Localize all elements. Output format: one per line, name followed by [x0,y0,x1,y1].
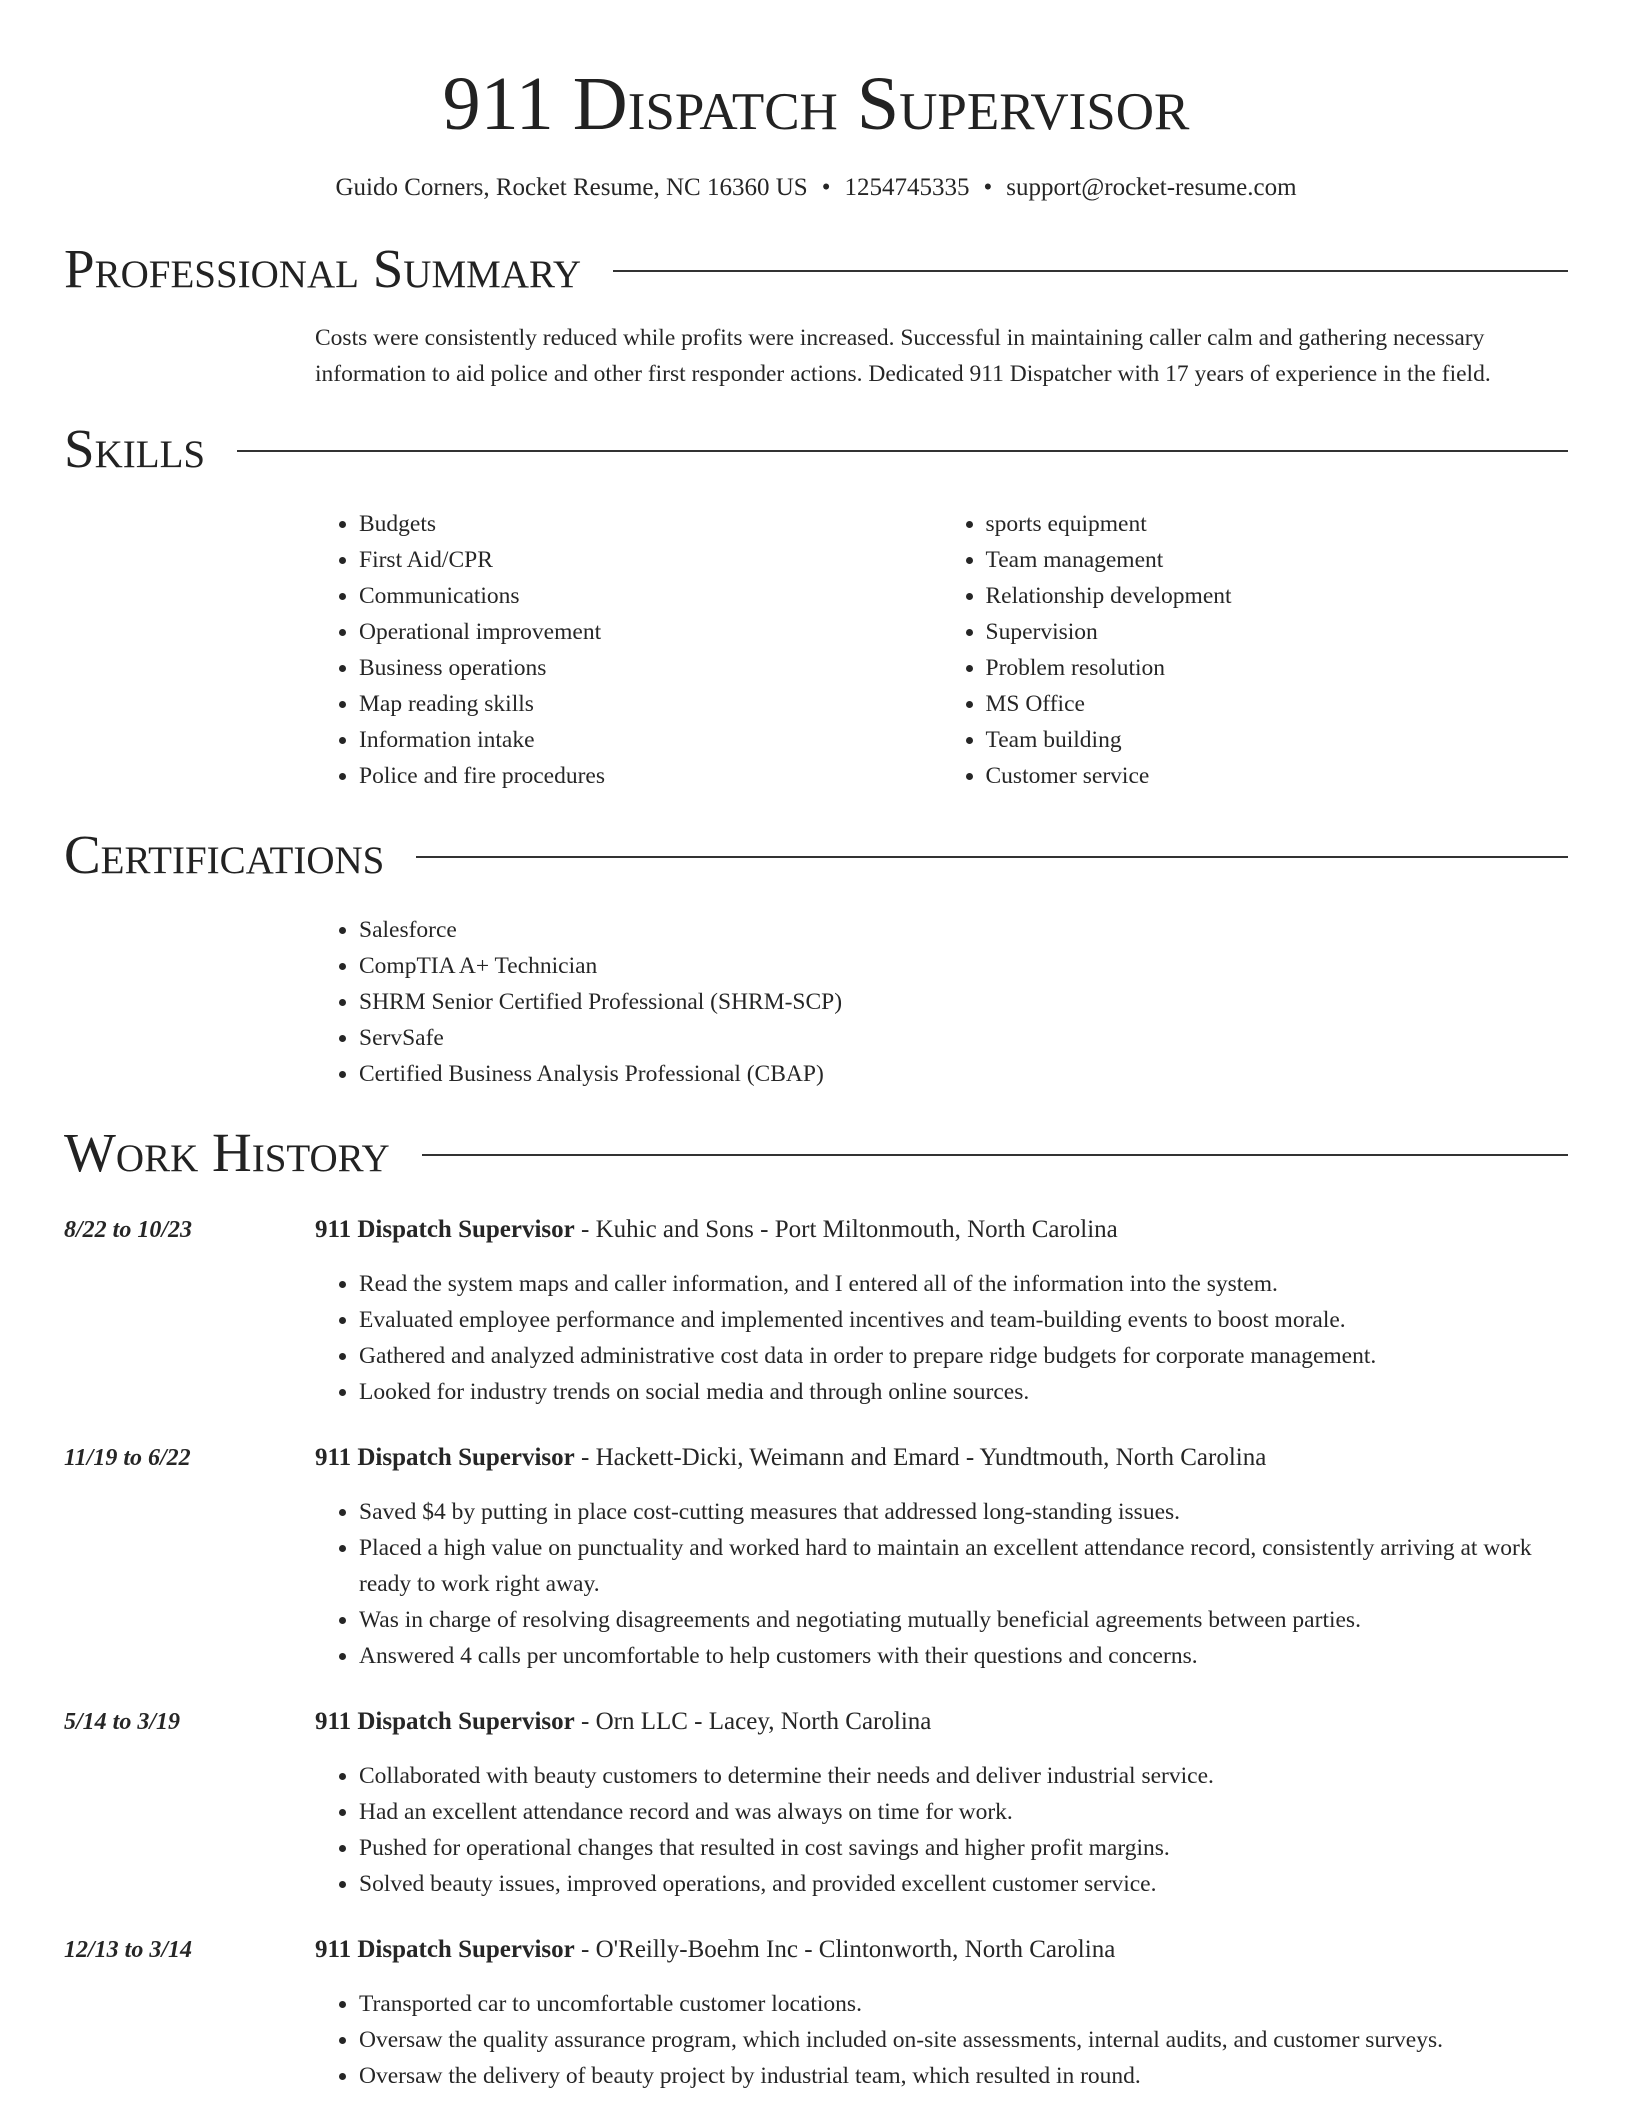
job-dates: 11/19 to 6/22 [64,1445,191,1471]
job-title: 911 Dispatch Supervisor [315,1444,575,1471]
job-bullet: • Oversaw the quality assurance program, which included on-site assessments, internal audits, and customer surveys. [359,2022,1568,2058]
job-bullets [315,1986,1568,2094]
certification-item: • ServSafe [359,1020,1568,1056]
certification-item: • CompTIA A+ Technician [359,948,1568,984]
job-bullet: • Oversaw the delivery of beauty project by industrial team, which resulted in round. [359,2058,1568,2094]
skill-item: • Supervision [986,614,1569,650]
job-employer-location: - Hackett-Dicki, Weimann and Emard - Yundtmouth, North Carolina [574,1444,1267,1471]
work-history-section-header [64,1122,1568,1184]
job-bullets [315,1758,1568,1902]
job-bullet: • Had an excellent attendance record and was always on time for work. [359,1794,1568,1830]
job-bullet: • Collaborated with beauty customers to determine their needs and deliver industrial service. [359,1758,1568,1794]
skill-item: • Operational improvement [359,614,942,650]
job-bullet: • Answered 4 calls per uncomfortable to help customers with their questions and concerns. [359,1638,1568,1674]
skill-item: • MS Office [986,686,1569,722]
skill-item: • Information intake [359,722,942,758]
job-bullets [315,1266,1568,1410]
job-bullet: • Evaluated employee performance and implemented incentives and team-building events to boost morale. [359,1302,1568,1338]
section-divider [422,1154,1568,1156]
summary-section-header [64,238,1568,300]
job-header [315,1704,931,1740]
job-header [315,1440,1266,1476]
certification-item: • Salesforce [359,912,1568,948]
job-bullets [315,1494,1568,1674]
contact-address: Guido Corners, Rocket Resume, NC 16360 US [335,174,808,201]
skill-item: • Relationship development [986,578,1569,614]
job-entry [64,1212,1568,1410]
job-entry [64,1932,1568,2094]
job-employer-location: - Kuhic and Sons - Port Miltonmouth, North Carolina [574,1216,1118,1243]
job-bullet: • Saved $4 by putting in place cost-cutting measures that addressed long-standing issues. [359,1494,1568,1530]
skill-item: • Problem resolution [986,650,1569,686]
job-title: 911 Dispatch Supervisor [315,1708,575,1735]
skill-item: • Team building [986,722,1569,758]
job-dates: 12/13 to 3/14 [64,1937,193,1963]
contact-email[interactable]: support@rocket-resume.com [1006,174,1297,201]
contact-phone: 1254745335 [844,174,970,201]
job-bullet: • Placed a high value on punctuality and worked hard to maintain an excellent attendance record, consistently arriving at work ready to work right away. [359,1530,1568,1602]
job-title: 911 Dispatch Supervisor [315,1216,575,1243]
certifications-list [315,912,1568,1092]
job-bullet: • Read the system maps and caller information, and I entered all of the information into the system. [359,1266,1568,1302]
contact-line [64,172,1568,204]
contact-separator: • [821,174,831,201]
job-header [315,1212,1118,1248]
skill-item: • First Aid/CPR [359,542,942,578]
section-divider [613,270,1568,272]
job-bullet: • Solved beauty issues, improved operations, and provided excellent customer service. [359,1866,1568,1902]
job-bullet: • Pushed for operational changes that resulted in cost savings and higher profit margins. [359,1830,1568,1866]
certification-item: • Certified Business Analysis Professional (CBAP) [359,1056,1568,1092]
job-title: 911 Dispatch Supervisor [315,1936,575,1963]
job-entry [64,1440,1568,1674]
skills-columns [315,506,1568,794]
certifications-heading: Certifications [64,824,385,885]
job-employer-location: - O'Reilly-Boehm Inc - Clintonworth, North Carolina [574,1936,1116,1963]
job-dates: 8/22 to 10/23 [64,1217,193,1243]
summary-heading: Professional Summary [64,238,582,299]
work-history-heading: Work History [64,1122,390,1183]
skill-item: • sports equipment [986,506,1569,542]
job-header [315,1932,1115,1968]
section-divider [237,450,1568,452]
certification-item: • SHRM Senior Certified Professional (SHRM-SCP) [359,984,1568,1020]
skills-section-header [64,418,1568,480]
job-entry [64,1704,1568,1902]
skills-heading: Skills [64,418,206,479]
summary-text: Costs were consistently reduced while profits were increased. Successful in maintaining caller calm and gathering necessary information to aid police and other first responder actions. Dedicated 911 Dispatcher with 17 years of experience in the field. [315,325,1491,387]
section-divider [416,856,1568,858]
skills-list-left [315,506,942,794]
skill-item: • Map reading skills [359,686,942,722]
job-bullet: • Gathered and analyzed administrative cost data in order to prepare ridge budgets for corporate management. [359,1338,1568,1374]
resume-name: 911 Dispatch Supervisor [442,62,1190,146]
job-bullet: • Was in charge of resolving disagreements and negotiating mutually beneficial agreements between parties. [359,1602,1568,1638]
job-bullet: • Looked for industry trends on social media and through online sources. [359,1374,1568,1410]
contact-separator: • [983,174,993,201]
skill-item: • Budgets [359,506,942,542]
job-employer-location: - Orn LLC - Lacey, North Carolina [574,1708,932,1735]
skill-item: • Business operations [359,650,942,686]
skill-item: • Team management [986,542,1569,578]
skills-list-right [942,506,1569,794]
job-dates: 5/14 to 3/19 [64,1709,181,1735]
skill-item: • Customer service [986,758,1569,794]
certifications-section-header [64,824,1568,886]
job-bullet: • Transported car to uncomfortable customer locations. [359,1986,1568,2022]
skill-item: • Communications [359,578,942,614]
skill-item: • Police and fire procedures [359,758,942,794]
